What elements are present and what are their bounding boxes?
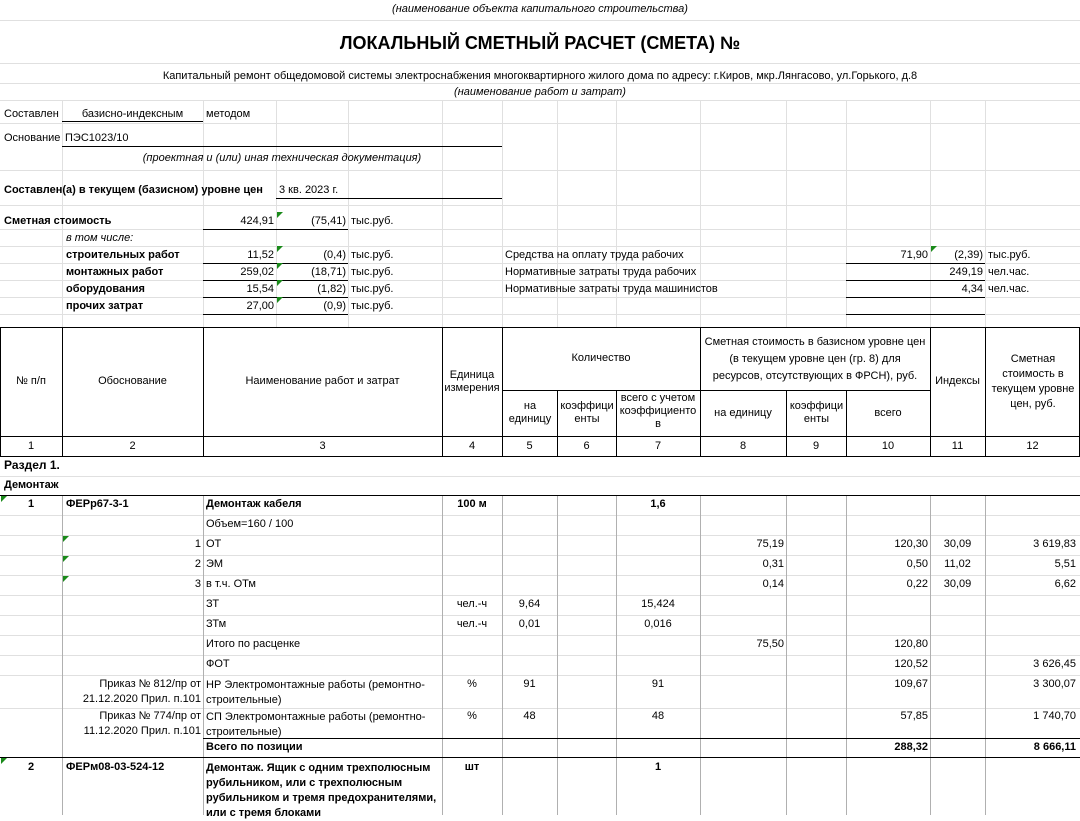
item-code: ФЕРр67-3-1: [66, 498, 129, 510]
col-header-qty-per-unit: на единицу: [508, 400, 552, 425]
summary-row-base: (1,82): [317, 283, 346, 295]
col-header-qty-total: всего с учетом коэффициенто в: [619, 392, 697, 430]
overhead-basis-line2: 21.12.2020 Прил. п.101: [82, 693, 201, 705]
resource-current: 3 619,83: [1033, 538, 1076, 550]
resource-per-unit: 75,19: [756, 538, 784, 550]
position-total-label: Всего по позиции: [206, 741, 303, 753]
profit-basis-line2: 11.12.2020 Прил. п.101: [83, 725, 201, 737]
resource-unit: чел.-ч: [456, 598, 488, 610]
resource-name: ЭМ: [206, 558, 224, 570]
item-number: 1: [27, 498, 35, 510]
overhead-total: 109,67: [894, 678, 928, 690]
profit-total: 57,85: [900, 710, 928, 722]
machinist-hours-value: 4,34: [961, 283, 983, 295]
work-caption: (наименование работ и затрат): [454, 86, 626, 98]
resource-total: 120,52: [894, 658, 928, 670]
col-header-qty-coef: коэффици енты: [560, 400, 614, 425]
col-number: 5: [526, 440, 533, 452]
summary-row-value: 259,02: [240, 266, 274, 278]
col-header-num: № п/п: [16, 375, 46, 387]
summary-row-label: прочих затрат: [66, 300, 144, 312]
summary-row-label: строительных работ: [66, 249, 180, 261]
resource-name: ФОТ: [206, 658, 230, 670]
col-number: 6: [583, 440, 590, 452]
method-label: методом: [206, 108, 251, 120]
total-cost-base: (75,41): [311, 215, 346, 227]
col-number: 9: [812, 440, 820, 452]
item-unit: шт: [464, 761, 480, 773]
labor-hours-label: Нормативные затраты труда рабочих: [505, 266, 697, 278]
resource-current: 3 626,45: [1033, 658, 1076, 670]
work-name: Капитальный ремонт общедомовой системы электроснабжения многоквартирного жилого дома по адресу: г.Киров, мкр.Лянгасово, ул.Горького, д.8: [162, 70, 918, 82]
profit-current: 1 740,70: [1033, 710, 1076, 722]
col-number: 3: [319, 440, 326, 452]
profit-basis-line1: Приказ № 774/пр от: [99, 710, 201, 722]
price-level-label: Составлен(а) в текущем (базисном) уровне цен: [4, 184, 263, 196]
item-volume: Объем=160 / 100: [206, 518, 294, 530]
resource-name: ЗТ: [206, 598, 220, 610]
summary-row-base: (0,9): [323, 300, 346, 312]
resource-num: 1: [194, 538, 201, 550]
col-header-cost: Сметная стоимость в базисном уровне цен (в текущем уровне цен (гр. 8) для ресурсов, отсутствующих в ФРСН), руб.: [704, 336, 926, 382]
resource-current: 5,51: [1054, 558, 1076, 570]
object-caption: (наименование объекта капитального строительства): [392, 3, 688, 15]
col-header-unit: Единица измерения: [444, 369, 500, 394]
position-total-current: 8 666,11: [1033, 741, 1076, 753]
resource-qty-per-unit: 9,64: [518, 598, 541, 610]
resource-num: 3: [194, 578, 201, 590]
basis-label: Основание: [4, 132, 61, 144]
total-cost-value: 424,91: [240, 215, 274, 227]
col-number: 11: [951, 440, 964, 452]
including-label: в том числе:: [66, 232, 134, 244]
item-total-qty: 1: [654, 761, 662, 773]
section-subtitle: Демонтаж: [4, 479, 59, 491]
item-name: Демонтаж кабеля: [206, 498, 302, 510]
col-header-name: Наименование работ и затрат: [245, 375, 400, 387]
basis-value: ПЭС1023/10: [65, 132, 129, 144]
summary-row-base: (0,4): [323, 249, 346, 261]
summary-row-value: 11,52: [247, 249, 274, 261]
resource-total: 0,22: [906, 578, 928, 590]
col-header-basis: Обоснование: [98, 375, 167, 387]
machinist-hours-label: Нормативные затраты труда машинистов: [505, 283, 718, 295]
col-number: 10: [881, 440, 895, 452]
item-total-qty: 1,6: [650, 498, 666, 510]
resource-current: 6,62: [1054, 578, 1076, 590]
section-title: Раздел 1.: [4, 458, 60, 472]
composed-value: базисно-индексным: [81, 108, 184, 120]
col-header-qty: Количество: [571, 352, 631, 364]
overhead-current: 3 300,07: [1033, 678, 1076, 690]
labor-pay-label: Средства на оплату труда рабочих: [505, 249, 684, 261]
summary-row-label: монтажных работ: [66, 266, 164, 278]
doc-caption: (проектная и (или) иная техническая документация): [142, 152, 422, 164]
resource-name: в т.ч. ОТм: [206, 578, 256, 590]
col-header-indices: Индексы: [935, 375, 980, 387]
resource-name: ЗТм: [206, 618, 227, 630]
col-number: 8: [739, 440, 747, 452]
resource-name: Итого по расценке: [206, 638, 301, 650]
overhead-basis-line1: Приказ № 812/пр от: [99, 678, 201, 690]
resource-total: 120,80: [894, 638, 928, 650]
summary-row-label: оборудования: [66, 283, 145, 295]
col-number: 4: [468, 440, 476, 452]
profit-rate-total: 48: [651, 710, 665, 722]
profit-unit: %: [467, 710, 477, 722]
item-name: Демонтаж. Ящик с одним трехполюсным рубильником, или с трехполюсным рубильником и тремя предохранителями, или с тремя блоками: [206, 762, 437, 819]
summary-row-value: 27,00: [246, 300, 274, 312]
total-cost-unit: тыс.руб.: [351, 215, 394, 227]
col-number: 1: [27, 440, 35, 452]
resource-name: ОТ: [206, 538, 222, 550]
summary-row-value: 15,54: [246, 283, 274, 295]
resource-per-unit: 75,50: [756, 638, 784, 650]
resource-per-unit: 0,31: [762, 558, 784, 570]
overhead-unit: %: [467, 678, 477, 690]
resource-unit: чел.-ч: [456, 618, 488, 630]
resource-qty-total: 15,424: [641, 598, 675, 610]
item-number: 2: [27, 761, 35, 773]
resource-qty-total: 0,016: [644, 618, 672, 630]
col-number: 12: [1026, 440, 1039, 452]
summary-row-unit: тыс.руб.: [351, 283, 394, 295]
summary-row-base: (18,71): [311, 266, 346, 278]
resource-total: 0,50: [906, 558, 928, 570]
col-header-cost-coef: коэффици енты: [789, 400, 844, 425]
overhead-rate: 91: [523, 678, 536, 690]
col-header-current-cost: Сметная стоимость в текущем уровне цен, руб.: [991, 353, 1075, 410]
labor-hours-unit: чел.час.: [988, 266, 1030, 278]
labor-pay-value: 71,90: [900, 249, 928, 261]
resource-per-unit: 0,14: [762, 578, 784, 590]
labor-pay-base: (2,39): [954, 249, 983, 261]
col-header-cost-per-unit: на единицу: [714, 407, 772, 419]
item-unit: 100 м: [457, 498, 487, 510]
profit-rate: 48: [523, 710, 536, 722]
resource-index: 11,02: [944, 558, 971, 570]
summary-row-unit: тыс.руб.: [351, 300, 394, 312]
summary-row-unit: тыс.руб.: [351, 266, 394, 278]
resource-index: 30,09: [943, 578, 972, 590]
col-header-cost-total: всего: [874, 407, 902, 419]
total-cost-label: Сметная стоимость: [4, 215, 112, 227]
resource-qty-per-unit: 0,01: [518, 618, 541, 630]
resource-total: 120,30: [894, 538, 928, 550]
resource-num: 2: [194, 558, 201, 570]
composed-label: Составлен: [4, 108, 59, 120]
document-title: ЛОКАЛЬНЫЙ СМЕТНЫЙ РАСЧЕТ (СМЕТА) №: [339, 33, 741, 53]
profit-name: СП Электромонтажные работы (ремонтно-строительные): [206, 711, 426, 738]
item-code: ФЕРм08-03-524-12: [66, 761, 165, 773]
machinist-hours-unit: чел.час.: [988, 283, 1030, 295]
overhead-name: НР Электромонтажные работы (ремонтно-строительные): [206, 679, 425, 706]
summary-row-unit: тыс.руб.: [351, 249, 394, 261]
position-total: 288,32: [894, 741, 928, 753]
col-number: 2: [129, 440, 136, 452]
resource-index: 30,09: [943, 538, 972, 550]
labor-hours-value: 249,19: [949, 266, 983, 278]
labor-pay-unit: тыс.руб.: [988, 249, 1031, 261]
col-number: 7: [654, 440, 662, 452]
price-level-value: 3 кв. 2023 г.: [279, 184, 339, 196]
overhead-rate-total: 91: [651, 678, 665, 690]
